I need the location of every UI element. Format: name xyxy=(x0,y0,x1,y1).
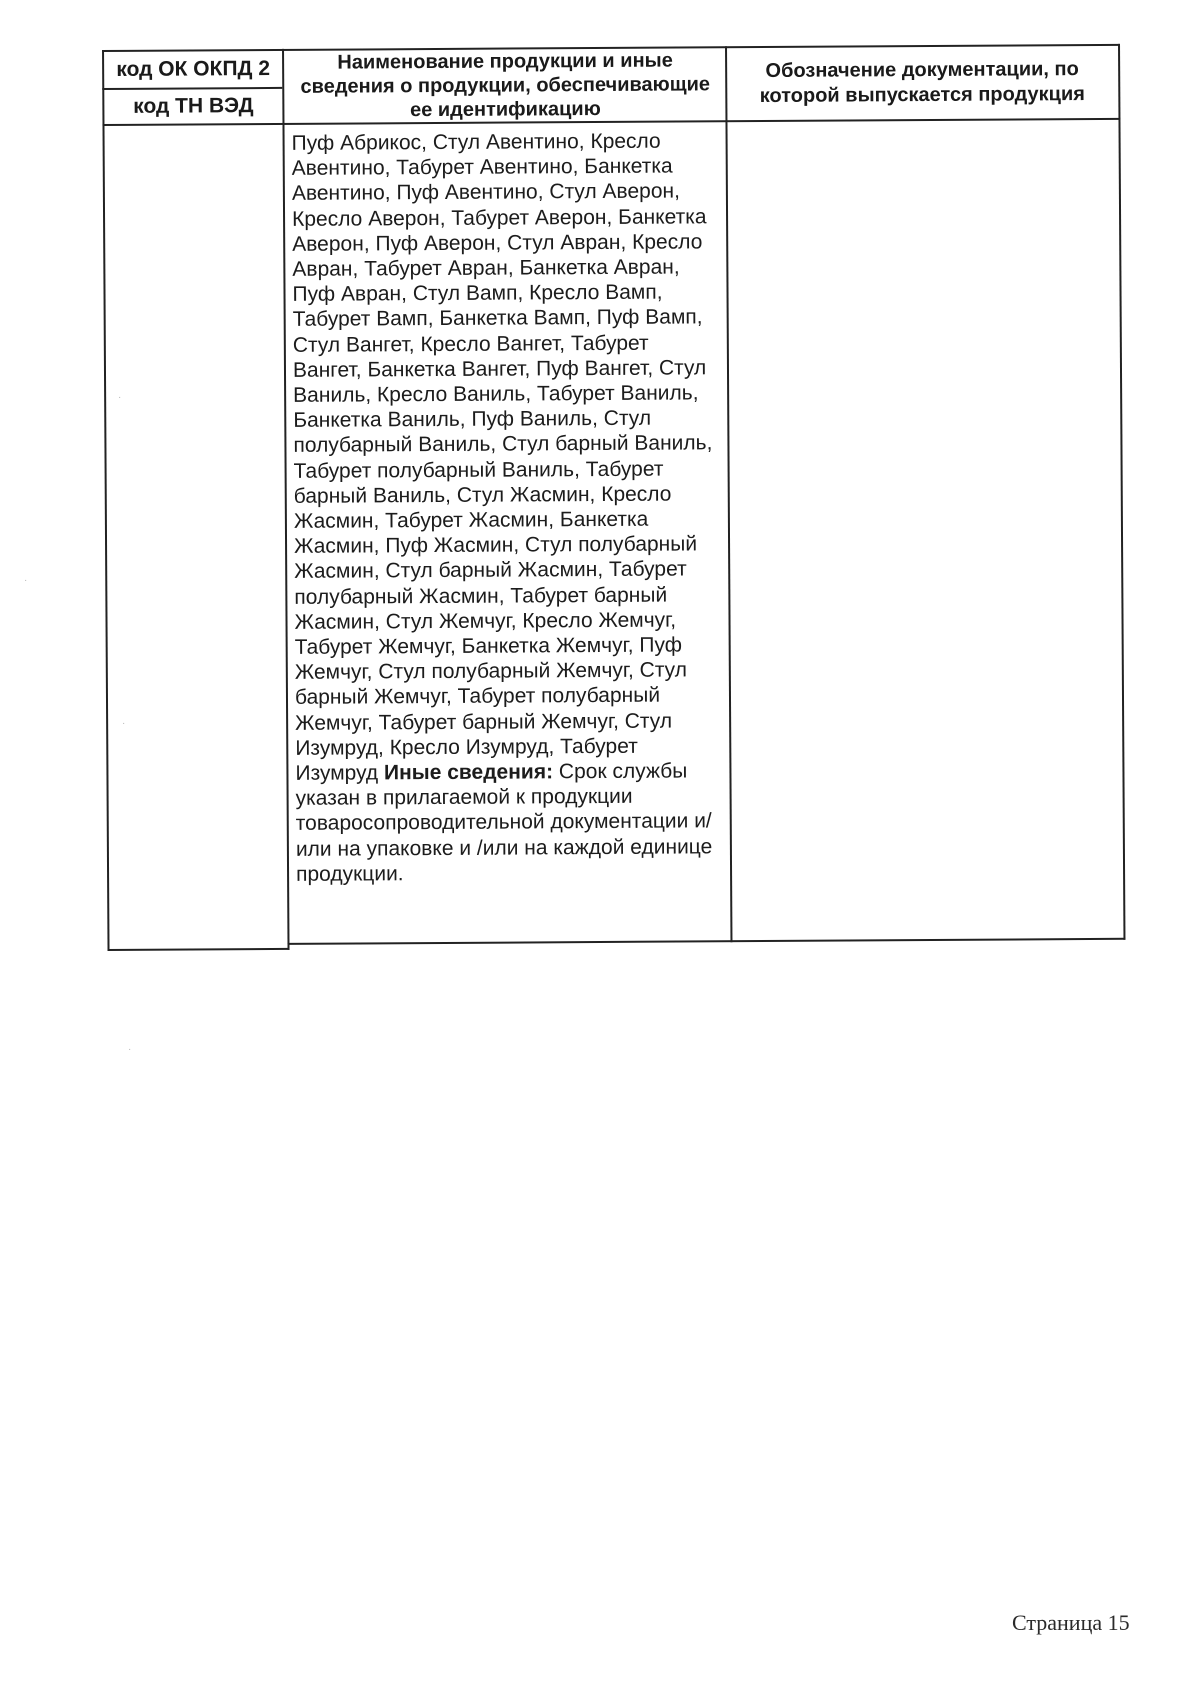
header-documentation: Обозначение документации, по которой выпускается продукция xyxy=(759,58,1085,108)
header-okpd-code: код ОК ОКПД 2 xyxy=(116,57,271,81)
table-left-border xyxy=(102,50,110,951)
scan-speck: · xyxy=(24,575,28,586)
scan-speck: · xyxy=(122,718,126,729)
header-tnved-code: код ТН ВЭД xyxy=(133,94,254,118)
other-info-text: Срок службы указан в прилагаемой к продукции товаросопроводительной документации и/или на упаковке и /или на каждой единице продукции. xyxy=(295,759,713,886)
page-number: Страница 15 xyxy=(1012,1610,1130,1635)
product-description-cell xyxy=(292,128,725,887)
other-info-label: Иные сведения: xyxy=(383,760,554,785)
scan-speck: · xyxy=(118,392,122,403)
table-right-border xyxy=(1118,44,1125,940)
col1-right-border xyxy=(282,49,290,950)
col2-right-border xyxy=(725,46,732,942)
scan-speck: · xyxy=(128,1044,132,1055)
table-bottom-border-right xyxy=(287,938,1125,945)
product-list: Пуф Абрикос, Стул Авентино, Кресло Авентино, Табурет Авентино, Банкетка Авентино, Пуф Авентино, Стул Аверон, Кресло Аверон, Табурет Аверон, Банкетка Аверон, Пуф Аверон, Стул Авран, Кресло Авран, Табурет Авран, Банкетка Авран, Пуф Авран, Стул Вамп, Кресло Вамп, Табурет Вамп, Банкетка Вамп, Пуф Вамп, Стул Вангет, Кресло Вангет, Табурет Вангет, Банкетка Вангет, Пуф Вангет, Стул Ваниль, Кресло Ваниль, Табурет Ваниль, Банкетка Ваниль, Пуф Ваниль, Стул полубарный Ваниль, Стул барный Ваниль, Табурет полубарный Ваниль, Табурет барный Ваниль, Стул Жасмин, Кресло Жасмин, Табурет Жасмин, Банкетка Жасмин, Пуф Жасмин, Стул полубарный Жасмин, Стул барный Жасмин, Табурет полубарный Жасмин, Табурет барный Жасмин, Стул Жемчуг, Кресло Жемчуг, Табурет Жемчуг, Банкетка Жемчуг, Пуф Жемчуг, Стул полубарный Жемчуг, Стул барный Жемчуг, Табурет полубарный Жемчуг, Табурет барный Жемчуг, Стул Изумруд, Кресло Изумруд, Табурет Изумруд xyxy=(291,129,713,785)
header-product-name: Наименование продукции и иные сведения о продукции, обеспечивающие ее идентификацию xyxy=(300,49,711,122)
table-bottom-border-left xyxy=(108,948,290,951)
certificate-table xyxy=(108,40,1126,952)
